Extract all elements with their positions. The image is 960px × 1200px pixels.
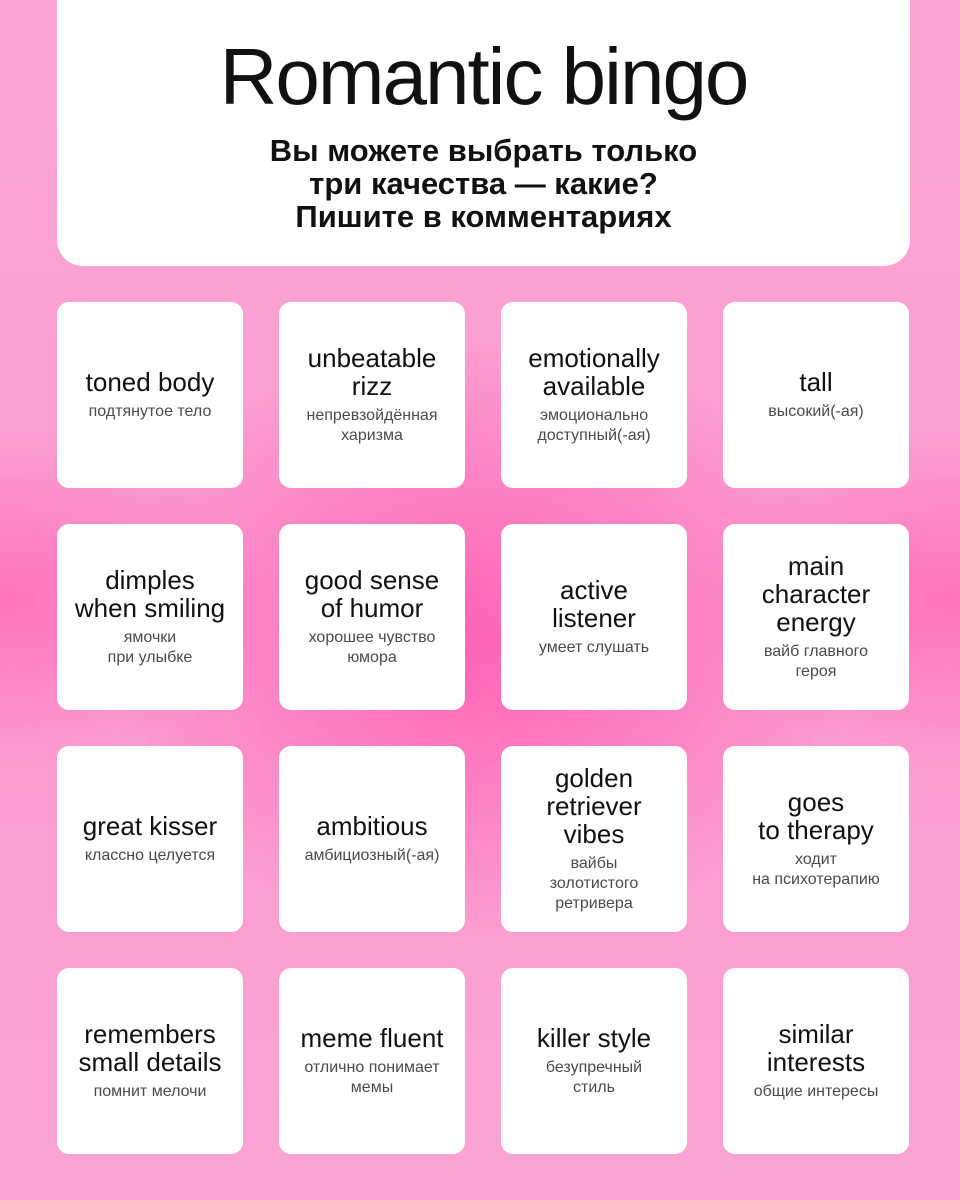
card-translation: классно целуется: [84, 847, 216, 864]
bingo-card-toned-body[interactable]: [57, 302, 243, 488]
bingo-card-main-character-energy[interactable]: [723, 524, 909, 710]
card-title: goes to therapy: [758, 787, 874, 845]
card-translation: вайбы золотистого ретривера: [549, 855, 639, 912]
card-title: great kisser: [82, 811, 218, 841]
bingo-card-tall[interactable]: [723, 302, 909, 488]
card-translation: подтянутое тело: [88, 403, 212, 420]
card-title: good sense of humor: [304, 565, 440, 623]
bingo-card-great-kisser[interactable]: [57, 746, 243, 932]
card-title: dimples when smiling: [74, 565, 226, 623]
card-title: emotionally available: [528, 343, 660, 401]
bingo-card-emotionally-available[interactable]: [501, 302, 687, 488]
card-title: killer style: [536, 1023, 652, 1053]
card-translation: отлично понимает мемы: [304, 1059, 440, 1096]
card-title: meme fluent: [300, 1023, 444, 1053]
bingo-card-ambitious[interactable]: [279, 746, 465, 932]
card-title: golden retriever vibes: [546, 763, 642, 849]
card-translation: непревзойдённая харизма: [306, 407, 438, 444]
card-translation: амбициозный(-ая): [304, 847, 440, 864]
card-translation: ходит на психотерапию: [752, 851, 880, 888]
card-title: tall: [799, 367, 833, 397]
card-translation: ямочки при улыбке: [107, 629, 193, 666]
card-title: similar interests: [766, 1019, 866, 1077]
card-translation: общие интересы: [753, 1083, 879, 1100]
bingo-card-active-listener[interactable]: [501, 524, 687, 710]
bingo-card-similar-interests[interactable]: [723, 968, 909, 1154]
bingo-card-killer-style[interactable]: [501, 968, 687, 1154]
subtitle: [57, 134, 910, 233]
card-translation: безупречный стиль: [545, 1059, 643, 1096]
card-translation: умеет слушать: [538, 639, 650, 656]
card-translation: вайб главного героя: [763, 643, 869, 680]
card-title: remembers small details: [78, 1019, 222, 1077]
card-title: active listener: [552, 575, 636, 633]
card-title: ambitious: [316, 811, 428, 841]
bingo-card-goes-to-therapy[interactable]: [723, 746, 909, 932]
bingo-card-remembers-small-details[interactable]: [57, 968, 243, 1154]
card-translation: эмоционально доступный(-ая): [537, 407, 651, 444]
bingo-card-unbeatable-rizz[interactable]: [279, 302, 465, 488]
bingo-card-good-sense-of-humor[interactable]: [279, 524, 465, 710]
card-title: main character energy: [761, 551, 871, 637]
bingo-card-golden-retriever-vibes[interactable]: [501, 746, 687, 932]
bingo-card-dimples[interactable]: [57, 524, 243, 710]
subtitle-line-3: Пишите в комментариях: [295, 199, 672, 234]
card-translation: хорошее чувство юмора: [308, 629, 436, 666]
page-title: Romantic bingo: [219, 32, 748, 121]
card-title: unbeatable rizz: [307, 343, 437, 401]
bingo-grid: [57, 302, 909, 1154]
card-title: toned body: [85, 367, 215, 397]
header-panel: [57, 0, 910, 266]
card-translation: помнит мелочи: [93, 1083, 207, 1100]
subtitle-line-1: Вы можете выбрать только: [269, 133, 698, 168]
subtitle-line-2: три качества — какие?: [309, 166, 658, 201]
card-translation: высокий(-ая): [768, 403, 864, 420]
bingo-card-meme-fluent[interactable]: [279, 968, 465, 1154]
